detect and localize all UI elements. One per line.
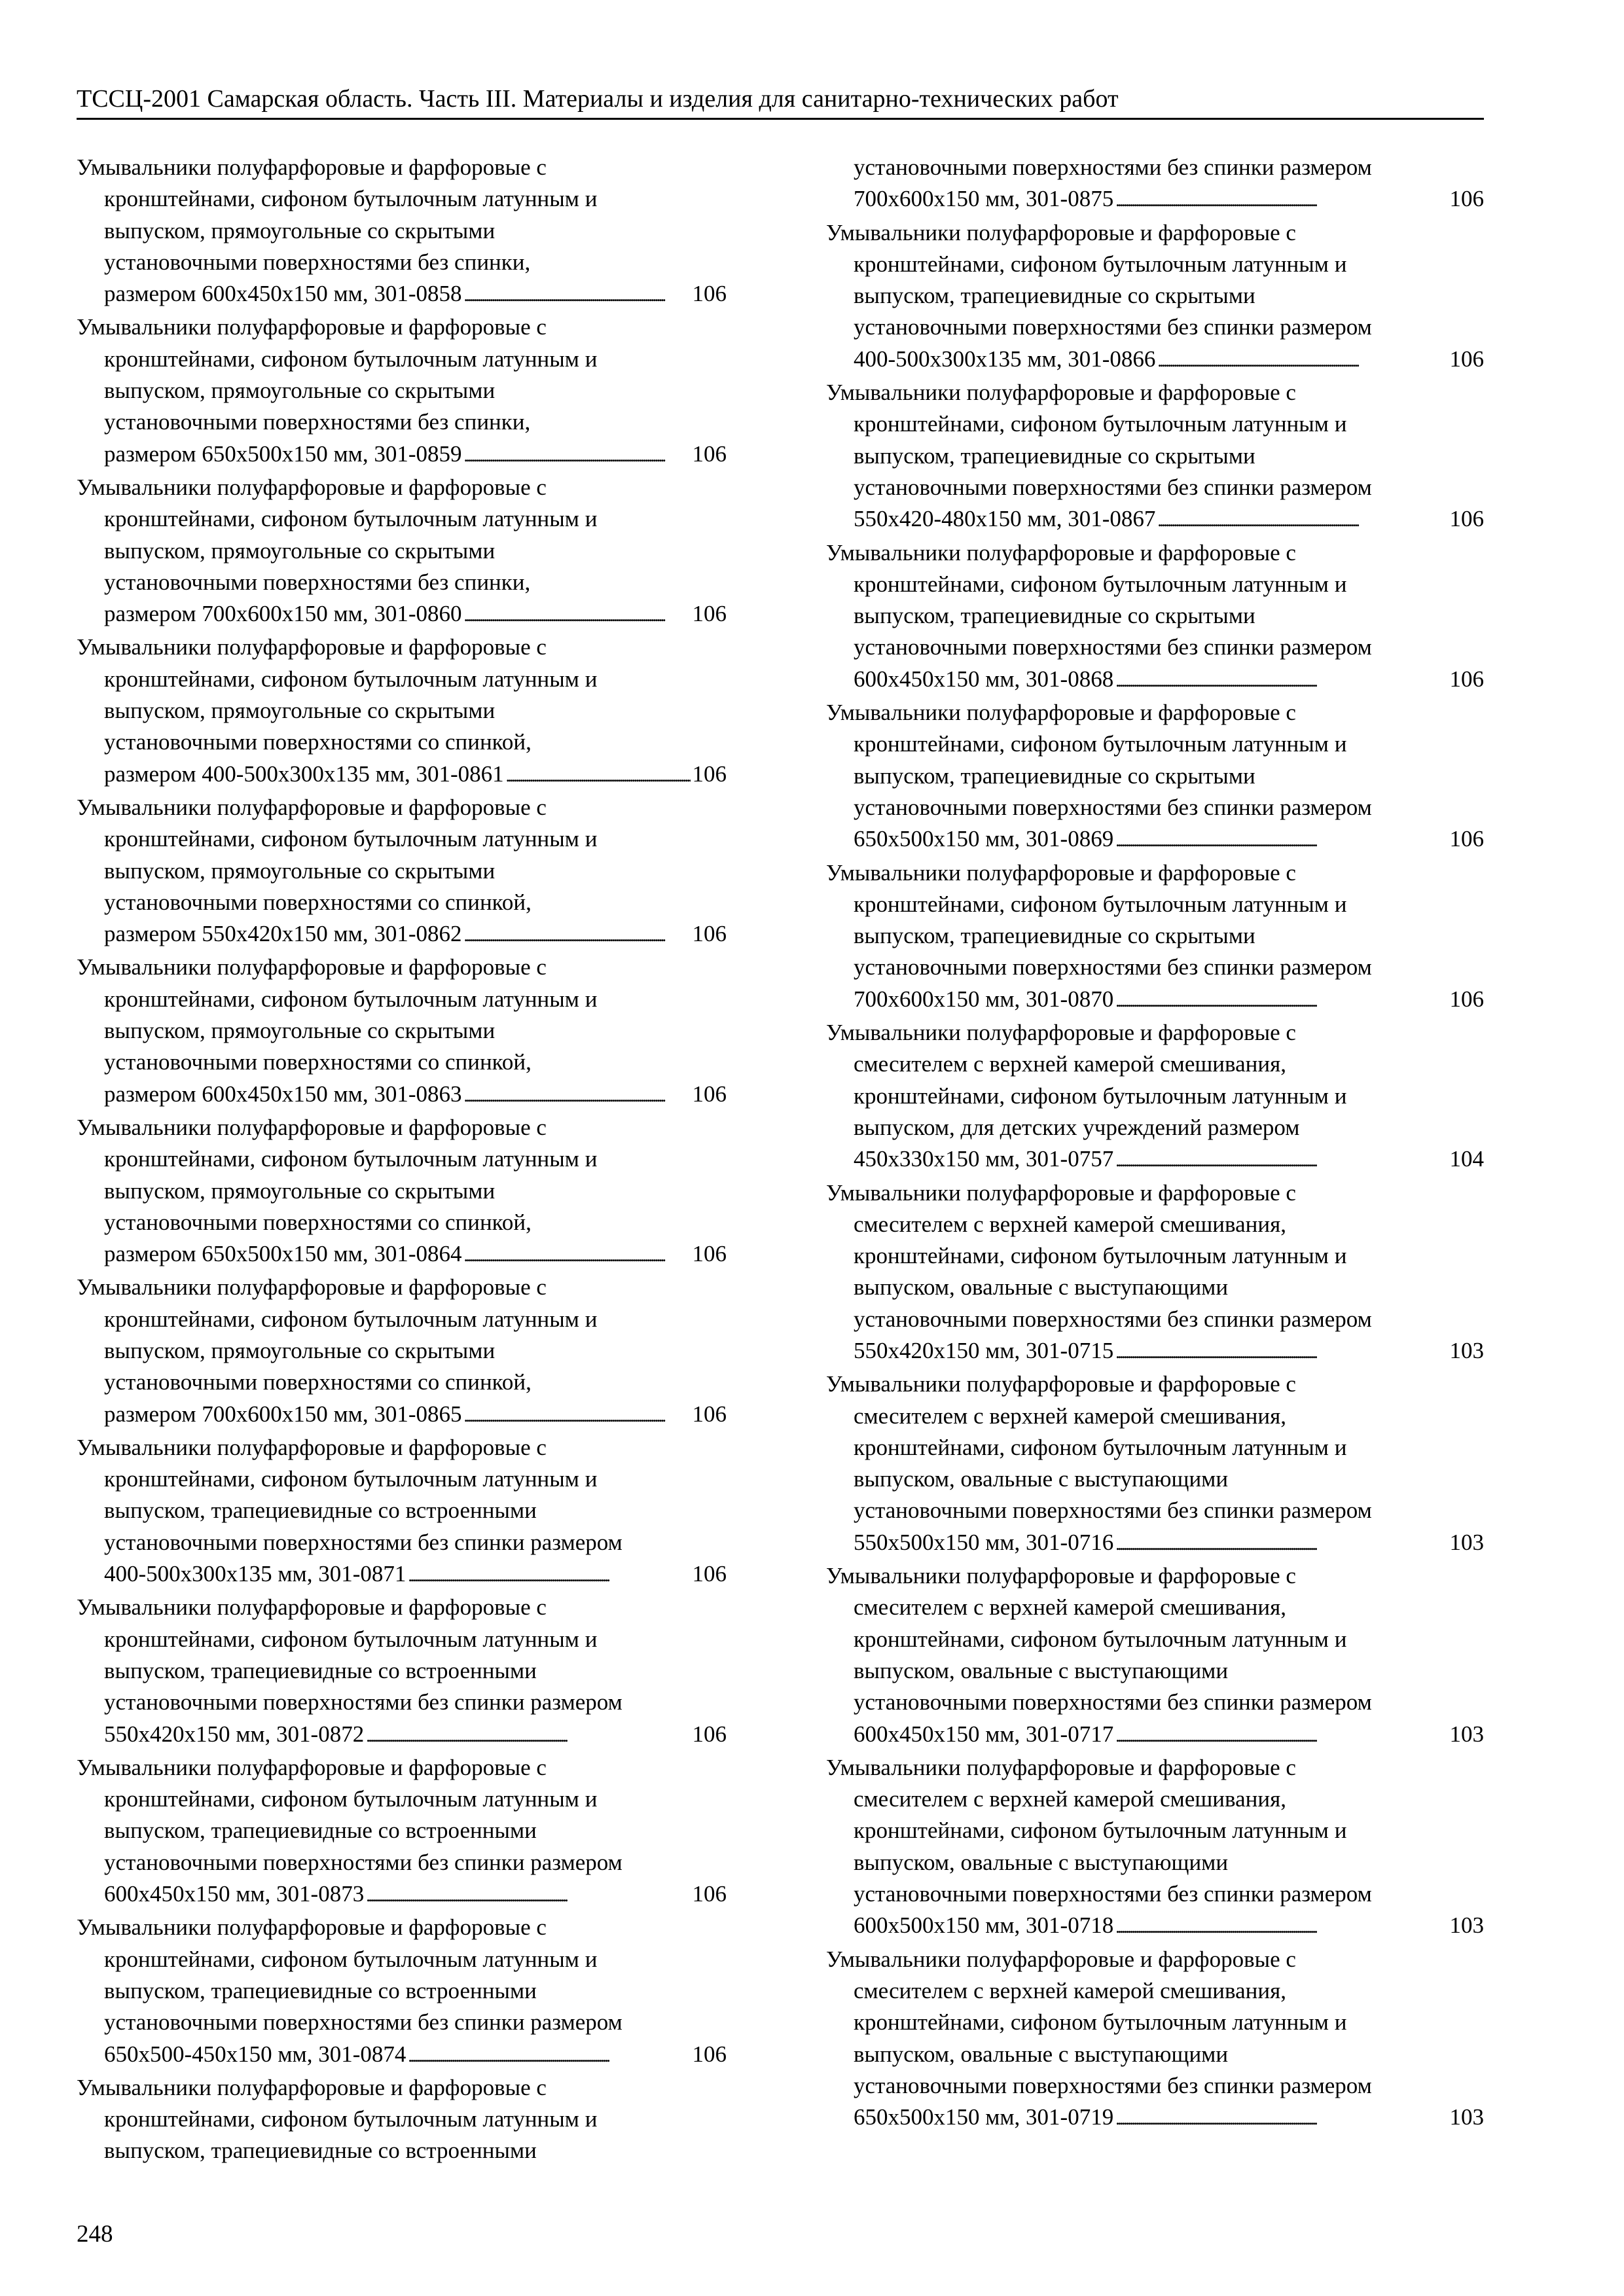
entry-text-line: выпуском, трапециевидные со скрытыми <box>854 923 1255 949</box>
entry-last-line <box>77 1719 727 1752</box>
entry-text-line: установочными поверхностями без спинки, <box>104 409 531 435</box>
index-entry <box>77 1912 727 2072</box>
entry-text-line: установочными поверхностями без спинки размером <box>854 314 1372 340</box>
entry-last-text: 600x500x150 мм, 301-0718 <box>854 1912 1114 1939</box>
entry-page-ref: 103 <box>1449 1337 1484 1363</box>
entry-text-line: кронштейнами, сифоном бутылочным латунным и <box>854 1818 1347 1844</box>
entry-text-line: установочными поверхностями без спинки размером <box>104 1689 623 1715</box>
entry-text-line: выпуском, прямоугольные со скрытыми <box>104 1177 496 1204</box>
leader-dots <box>463 1399 690 1432</box>
leader-dots <box>463 1079 690 1112</box>
entry-text-line: Умывальники полуфарфоровые и фарфоровые с <box>77 1754 547 1780</box>
entry-last-text: 650x500-450x150 мм, 301-0874 <box>104 2041 406 2067</box>
entry-page-ref: 106 <box>692 1401 727 1427</box>
entry-text-line: выпуском, трапециевидные со встроенными <box>104 1657 537 1683</box>
entry-last-text: размером 700x600x150 мм, 301-0860 <box>104 601 462 627</box>
entry-text-line: выпуском, трапециевидные со скрытыми <box>854 603 1255 629</box>
entry-text-line: установочными поверхностями без спинки размером <box>854 1689 1372 1715</box>
entry-last-text: 550x420x150 мм, 301-0715 <box>854 1337 1114 1363</box>
entry-text-line: смесителем с верхней камерой смешивания, <box>854 1786 1286 1812</box>
index-entry <box>77 1432 727 1592</box>
entry-text-line: кронштейнами, сифоном бутылочным латунным и <box>104 2106 598 2132</box>
entry-text-line: установочными поверхностями без спинки размером <box>854 1498 1372 1524</box>
entry-text-line: установочными поверхностями без спинки размером <box>104 1529 623 1555</box>
entry-last-text: размером 650x500x150 мм, 301-0859 <box>104 440 462 467</box>
entry-last-line <box>826 984 1484 1017</box>
entry-text-line: выпуском, трапециевидные со встроенными <box>104 1818 537 1844</box>
entry-text-line: Умывальники полуфарфоровые и фарфоровые с <box>826 219 1296 245</box>
entry-text-line: кронштейнами, сифоном бутылочным латунным и <box>854 1083 1347 1109</box>
entry-last-text: 550x420x150 мм, 301-0872 <box>104 1721 365 1747</box>
entry-page-ref: 106 <box>1449 986 1484 1012</box>
leader-dots <box>1115 1527 1447 1560</box>
entry-text-line: кронштейнами, сифоном бутылочным латунным и <box>104 1466 598 1492</box>
entry-page-ref: 106 <box>1449 666 1484 692</box>
entry-text-line: кронштейнами, сифоном бутылочным латунным и <box>104 1946 598 1972</box>
leader-dots <box>1115 1719 1447 1752</box>
entry-page-ref: 103 <box>1449 2104 1484 2130</box>
index-entry <box>826 1944 1484 2136</box>
entry-page-ref: 103 <box>1449 1912 1484 1939</box>
entry-page-ref: 106 <box>1449 186 1484 212</box>
entry-text-line: выпуском, трапециевидные со скрытыми <box>854 442 1255 469</box>
entry-last-text: 550x500x150 мм, 301-0716 <box>854 1529 1114 1555</box>
entry-text-line: Умывальники полуфарфоровые и фарфоровые с <box>826 1179 1296 1206</box>
entry-text-line: Умывальники полуфарфоровые и фарфоровые с <box>77 314 547 340</box>
index-column-left <box>77 152 727 2167</box>
index-entry <box>77 472 727 632</box>
entry-last-line <box>77 759 727 792</box>
entry-last-text: 400-500x300x135 мм, 301-0866 <box>854 346 1156 372</box>
entry-last-text: размером 550x420x150 мм, 301-0862 <box>104 921 462 947</box>
entry-page-ref: 106 <box>692 601 727 627</box>
entry-text-line: смесителем с верхней камерой смешивания, <box>854 1977 1286 2003</box>
index-column-right <box>826 152 1484 2135</box>
entry-text-line: установочными поверхностями без спинки размером <box>854 154 1372 180</box>
entry-text-line: Умывальники полуфарфоровые и фарфоровые с <box>826 700 1296 726</box>
entry-text-line: Умывальники полуфарфоровые и фарфоровые с <box>77 2074 547 2100</box>
index-entry <box>77 1752 727 1912</box>
entry-text-line: выпуском, прямоугольные со скрытыми <box>104 217 496 243</box>
running-header: ТССЦ-2001 Самарская область. Часть III. Материалы и изделия для санитарно-технических работ <box>77 85 1119 113</box>
leader-dots <box>1115 823 1447 857</box>
entry-last-line <box>77 2039 727 2072</box>
index-entry <box>77 152 727 312</box>
entry-last-line <box>826 1527 1484 1560</box>
header-rule <box>77 118 1484 120</box>
entry-text-line: установочными поверхностями со спинкой, <box>104 889 532 915</box>
entry-page-ref: 106 <box>1449 346 1484 372</box>
entry-text-line: Умывальники полуфарфоровые и фарфоровые с <box>77 1594 547 1621</box>
index-entry <box>826 1560 1484 1752</box>
entry-last-line <box>77 918 727 952</box>
entry-page-ref: 106 <box>692 761 727 787</box>
entry-text-line: кронштейнами, сифоном бутылочным латунным и <box>104 1786 598 1812</box>
entry-last-text: 600x450x150 мм, 301-0868 <box>854 666 1114 692</box>
entry-text-line: кронштейнами, сифоном бутылочным латунным и <box>854 1434 1347 1460</box>
entry-last-text: 650x500x150 мм, 301-0719 <box>854 2104 1114 2130</box>
entry-last-line <box>826 1719 1484 1752</box>
entry-last-text: размером 400-500x300x135 мм, 301-0861 <box>104 761 504 787</box>
entry-last-text: размером 700x600x150 мм, 301-0865 <box>104 1401 462 1427</box>
index-entry <box>77 632 727 791</box>
entry-page-ref: 103 <box>1449 1721 1484 1747</box>
entry-text-line: установочными поверхностями без спинки размером <box>854 1881 1372 1907</box>
entry-last-line <box>77 439 727 472</box>
index-entry <box>826 537 1484 697</box>
entry-text-line: кронштейнами, сифоном бутылочным латунным и <box>104 986 598 1012</box>
entry-page-ref: 106 <box>1449 826 1484 852</box>
entry-text-line: выпуском, овальные с выступающими <box>854 1274 1229 1300</box>
entry-text-line: Умывальники полуфарфоровые и фарфоровые с <box>77 1114 547 1140</box>
entry-text-line: кронштейнами, сифоном бутылочным латунным и <box>854 891 1347 917</box>
entry-text-line: выпуском, овальные с выступающими <box>854 2041 1229 2067</box>
index-entry <box>826 1017 1484 1177</box>
leader-dots <box>1115 984 1447 1017</box>
entry-text-line: Умывальники полуфарфоровые и фарфоровые с <box>77 954 547 980</box>
leader-dots <box>463 918 690 952</box>
index-entry <box>826 1752 1484 1944</box>
entry-text-line: кронштейнами, сифоном бутылочным латунным и <box>104 1146 598 1172</box>
entry-last-line <box>826 344 1484 377</box>
index-entry <box>826 1369 1484 1560</box>
entry-last-line <box>77 598 727 632</box>
page-number: 248 <box>77 2221 113 2248</box>
entry-page-ref: 106 <box>692 1721 727 1747</box>
entry-text-line: кронштейнами, сифоном бутылочным латунным и <box>854 251 1347 277</box>
leader-dots <box>1157 503 1447 537</box>
entry-text-line: установочными поверхностями без спинки, <box>104 249 531 275</box>
entry-last-text: 550x420-480x150 мм, 301-0867 <box>854 506 1156 532</box>
entry-text-line: выпуском, прямоугольные со скрытыми <box>104 698 496 724</box>
entry-text-line: выпуском, овальные с выступающими <box>854 1466 1229 1492</box>
entry-last-line <box>826 2102 1484 2135</box>
entry-text-line: Умывальники полуфарфоровые и фарфоровые с <box>77 634 547 660</box>
entry-text-line: выпуском, прямоугольные со скрытыми <box>104 1018 496 1044</box>
entry-text-line: кронштейнами, сифоном бутылочным латунным и <box>104 186 598 212</box>
entry-last-line <box>826 183 1484 217</box>
entry-page-ref: 106 <box>692 1081 727 1107</box>
entry-text-line: выпуском, трапециевидные со встроенными <box>104 1977 537 2003</box>
leader-dots <box>366 1878 690 1912</box>
entry-page-ref: 104 <box>1449 1146 1484 1172</box>
leader-dots <box>408 2039 690 2072</box>
entry-last-line <box>826 664 1484 697</box>
entry-last-line <box>826 1335 1484 1369</box>
entry-text-line: Умывальники полуфарфоровые и фарфоровые с <box>826 380 1296 406</box>
entry-text-line: выпуском, прямоугольные со скрытыми <box>104 857 496 884</box>
entry-text-line: установочными поверхностями со спинкой, <box>104 1369 532 1395</box>
entry-text-line: установочными поверхностями без спинки размером <box>854 474 1372 500</box>
leader-dots <box>463 598 690 632</box>
entry-text-line: Умывальники полуфарфоровые и фарфоровые с <box>77 794 547 820</box>
leader-dots <box>463 439 690 472</box>
entry-text-line: установочными поверхностями без спинки размером <box>854 634 1372 660</box>
entry-text-line: кронштейнами, сифоном бутылочным латунным и <box>104 1626 598 1652</box>
entry-last-text: 650x500x150 мм, 301-0869 <box>854 826 1114 852</box>
entry-page-ref: 103 <box>1449 1529 1484 1555</box>
entry-text-line: смесителем с верхней камерой смешивания, <box>854 1594 1286 1621</box>
index-entry <box>77 952 727 1111</box>
entry-text-line: выпуском, прямоугольные со скрытыми <box>104 1337 496 1363</box>
entry-last-line <box>77 1238 727 1272</box>
entry-text-line: кронштейнами, сифоном бутылочным латунным и <box>854 731 1347 757</box>
entry-last-line <box>77 1558 727 1592</box>
leader-dots <box>463 1238 690 1272</box>
entry-last-line <box>77 1878 727 1912</box>
entry-text-line: Умывальники полуфарфоровые и фарфоровые с <box>826 1020 1296 1046</box>
entry-text-line: выпуском, овальные с выступающими <box>854 1657 1229 1683</box>
entry-text-line: Умывальники полуфарфоровые и фарфоровые с <box>826 1563 1296 1589</box>
entry-text-line: выпуском, для детских учреждений размером <box>854 1114 1300 1140</box>
entry-page-ref: 106 <box>692 1561 727 1587</box>
entry-last-line <box>77 1399 727 1432</box>
entry-text-line: выпуском, трапециевидные со скрытыми <box>854 762 1255 789</box>
leader-dots <box>408 1558 690 1592</box>
entry-last-text: 600x450x150 мм, 301-0873 <box>104 1881 365 1907</box>
entry-text-line: установочными поверхностями без спинки размером <box>104 2009 623 2036</box>
entry-text-line: установочными поверхностями без спинки размером <box>104 1849 623 1875</box>
entry-last-text: 400-500x300x135 мм, 301-0871 <box>104 1561 406 1587</box>
entry-text-line: кронштейнами, сифоном бутылочным латунным и <box>104 346 598 372</box>
index-entry <box>77 2072 727 2167</box>
entry-text-line: Умывальники полуфарфоровые и фарфоровые с <box>826 539 1296 565</box>
entry-last-text: размером 600x450x150 мм, 301-0858 <box>104 281 462 307</box>
index-entry <box>826 1177 1484 1369</box>
entry-text-line: кронштейнами, сифоном бутылочным латунным и <box>854 571 1347 597</box>
entry-page-ref: 106 <box>692 1241 727 1267</box>
entry-text-line: смесителем с верхней камерой смешивания, <box>854 1051 1286 1077</box>
entry-text-line: смесителем с верхней камерой смешивания, <box>854 1403 1286 1429</box>
entry-page-ref: 106 <box>1449 506 1484 532</box>
entry-text-line: установочными поверхностями со спинкой, <box>104 1209 532 1235</box>
entry-text-line: выпуском, трапециевидные со встроенными <box>104 2138 537 2164</box>
entry-last-text: 700x600x150 мм, 301-0875 <box>854 186 1114 212</box>
entry-text-line: Умывальники полуфарфоровые и фарфоровые с <box>77 1914 547 1941</box>
leader-dots <box>1115 1143 1447 1177</box>
entry-last-text: размером 600x450x150 мм, 301-0863 <box>104 1081 462 1107</box>
index-entry <box>77 312 727 471</box>
leader-dots <box>1115 664 1447 697</box>
entry-text-line: кронштейнами, сифоном бутылочным латунным и <box>104 506 598 532</box>
index-entry <box>826 697 1484 857</box>
entry-text-line: кронштейнами, сифоном бутылочным латунным и <box>854 1243 1347 1269</box>
entry-page-ref: 106 <box>692 921 727 947</box>
entry-page-ref: 106 <box>692 440 727 467</box>
entry-text-line: выпуском, прямоугольные со скрытыми <box>104 378 496 404</box>
entry-text-line: Умывальники полуфарфоровые и фарфоровые с <box>826 1946 1296 1972</box>
entry-text-line: кронштейнами, сифоном бутылочным латунным и <box>854 1626 1347 1652</box>
entry-text-line: установочными поверхностями без спинки размером <box>854 1306 1372 1332</box>
leader-dots <box>1115 183 1447 217</box>
index-entry <box>77 1272 727 1431</box>
entry-last-text: 700x600x150 мм, 301-0870 <box>854 986 1114 1012</box>
entry-page-ref: 106 <box>692 1881 727 1907</box>
entry-text-line: установочными поверхностями без спинки размером <box>854 2072 1372 2098</box>
index-entry <box>826 857 1484 1017</box>
entry-text-line: кронштейнами, сифоном бутылочным латунным и <box>854 411 1347 437</box>
leader-dots <box>366 1719 690 1752</box>
entry-text-line: Умывальники полуфарфоровые и фарфоровые с <box>77 154 547 180</box>
leader-dots <box>1115 2102 1447 2135</box>
entry-page-ref: 106 <box>692 281 727 307</box>
entry-text-line: Умывальники полуфарфоровые и фарфоровые с <box>77 1274 547 1300</box>
entry-last-line <box>826 823 1484 857</box>
entry-text-line: установочными поверхностями без спинки размером <box>854 794 1372 820</box>
entry-last-text: размером 650x500x150 мм, 301-0864 <box>104 1241 462 1267</box>
entry-text-line: выпуском, овальные с выступающими <box>854 1849 1229 1875</box>
entry-text-line: установочными поверхностями без спинки, <box>104 569 531 595</box>
index-entry <box>826 217 1484 377</box>
leader-dots <box>1157 344 1447 377</box>
entry-last-line <box>77 1079 727 1112</box>
entry-last-line <box>826 503 1484 537</box>
entry-text-line: Умывальники полуфарфоровые и фарфоровые с <box>826 1371 1296 1397</box>
entry-text-line: установочными поверхностями со спинкой, <box>104 729 532 755</box>
entry-last-line <box>826 1910 1484 1943</box>
entry-text-line: смесителем с верхней камерой смешивания, <box>854 1211 1286 1237</box>
entry-text-line: кронштейнами, сифоном бутылочным латунным и <box>104 1306 598 1332</box>
leader-dots <box>463 278 690 312</box>
index-entry <box>826 152 1484 217</box>
entry-text-line: кронштейнами, сифоном бутылочным латунным и <box>854 2009 1347 2036</box>
leader-dots <box>1115 1910 1447 1943</box>
leader-dots <box>506 759 691 792</box>
entry-last-text: 450x330x150 мм, 301-0757 <box>854 1146 1114 1172</box>
entry-text-line: кронштейнами, сифоном бутылочным латунным и <box>104 826 598 852</box>
entry-text-line: Умывальники полуфарфоровые и фарфоровые с <box>77 474 547 500</box>
entry-text-line: Умывальники полуфарфоровые и фарфоровые с <box>77 1434 547 1460</box>
entry-text-line: кронштейнами, сифоном бутылочным латунным и <box>104 666 598 692</box>
index-entry <box>77 1592 727 1751</box>
index-entry <box>77 792 727 952</box>
entry-text-line: выпуском, трапециевидные со скрытыми <box>854 283 1255 309</box>
index-entry <box>77 1112 727 1272</box>
entry-last-line <box>826 1143 1484 1177</box>
entry-text-line: выпуском, трапециевидные со встроенными <box>104 1498 537 1524</box>
entry-last-text: 600x450x150 мм, 301-0717 <box>854 1721 1114 1747</box>
entry-text-line: установочными поверхностями без спинки размером <box>854 954 1372 980</box>
entry-text-line: Умывальники полуфарфоровые и фарфоровые с <box>826 1754 1296 1780</box>
entry-last-line <box>77 278 727 312</box>
entry-text-line: выпуском, прямоугольные со скрытыми <box>104 537 496 564</box>
entry-text-line: установочными поверхностями со спинкой, <box>104 1049 532 1075</box>
entry-page-ref: 106 <box>692 2041 727 2067</box>
index-entry <box>826 377 1484 537</box>
leader-dots <box>1115 1335 1447 1369</box>
entry-text-line: Умывальники полуфарфоровые и фарфоровые с <box>826 859 1296 886</box>
